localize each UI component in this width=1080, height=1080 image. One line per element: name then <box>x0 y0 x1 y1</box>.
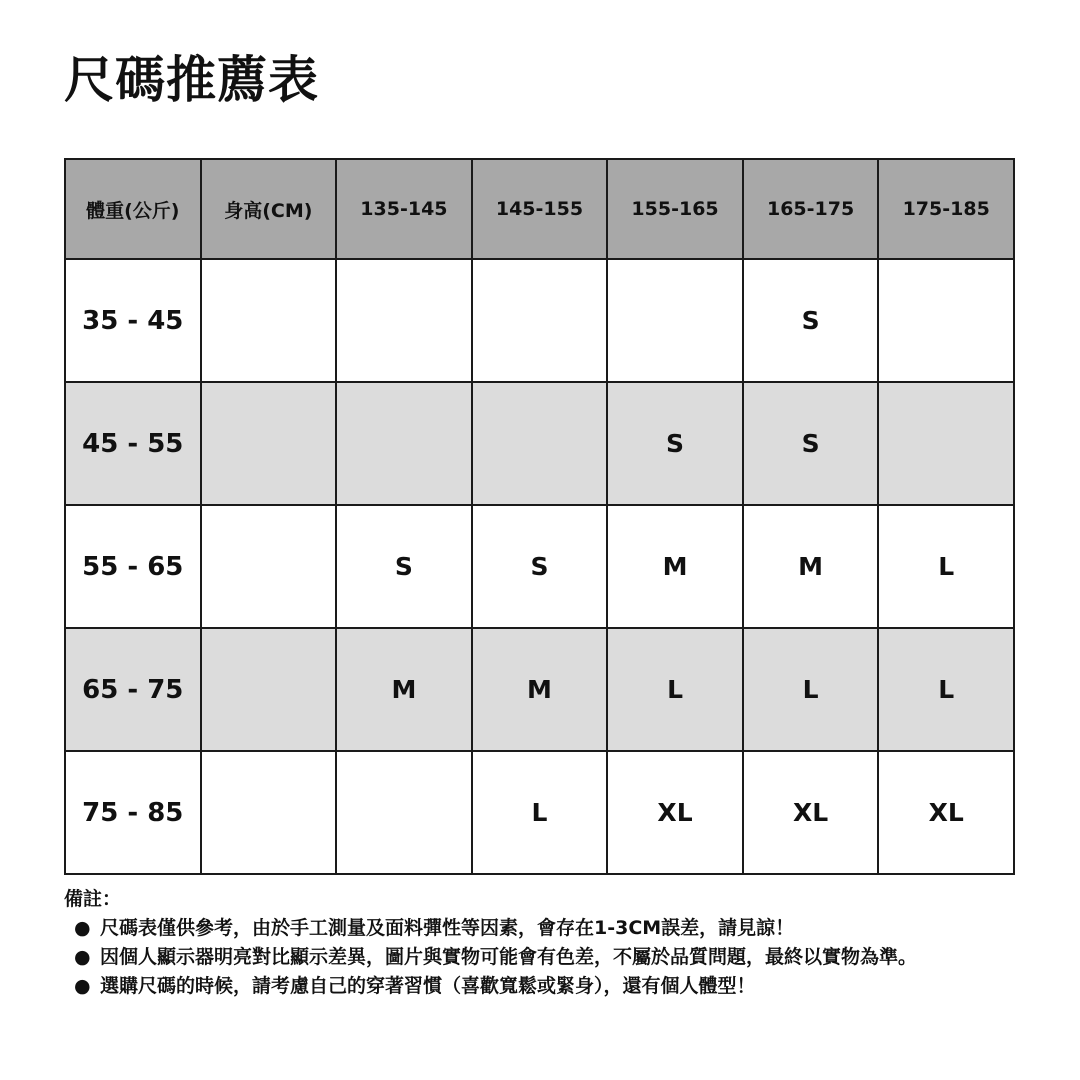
height-range-header: 145-155 <box>472 159 608 259</box>
size-cell: S <box>336 505 472 628</box>
size-cell: S <box>743 259 879 382</box>
spacer-cell <box>201 259 337 382</box>
size-cell <box>472 382 608 505</box>
size-cell <box>878 382 1014 505</box>
size-cell: S <box>743 382 879 505</box>
note-item <box>64 915 1024 942</box>
page-title: 尺碼推薦表 <box>64 51 319 109</box>
size-cell: XL <box>607 751 743 874</box>
notes-list <box>64 915 1024 1000</box>
size-cell <box>336 259 472 382</box>
size-cell: XL <box>743 751 879 874</box>
size-cell: XL <box>878 751 1014 874</box>
bullet-icon: ● <box>74 975 91 997</box>
table-row <box>65 751 1014 874</box>
table-row <box>65 259 1014 382</box>
weight-range-cell: 75 - 85 <box>65 751 201 874</box>
size-cell: M <box>336 628 472 751</box>
size-chart-table <box>64 158 1015 875</box>
height-range-header: 135-145 <box>336 159 472 259</box>
size-cell: L <box>472 751 608 874</box>
size-cell: M <box>472 628 608 751</box>
size-cell: L <box>878 628 1014 751</box>
table-row <box>65 505 1014 628</box>
weight-column-header: 體重(公斤) <box>65 159 201 259</box>
bullet-icon: ● <box>74 946 91 968</box>
weight-range-cell: 35 - 45 <box>65 259 201 382</box>
spacer-cell <box>201 505 337 628</box>
notes-section <box>64 886 1024 1002</box>
size-cell: S <box>607 382 743 505</box>
height-label-header: 身高(CM) <box>201 159 337 259</box>
weight-range-cell: 45 - 55 <box>65 382 201 505</box>
height-range-header: 155-165 <box>607 159 743 259</box>
size-cell: L <box>743 628 879 751</box>
note-item <box>64 944 1024 971</box>
size-cell <box>607 259 743 382</box>
note-item <box>64 973 1024 1000</box>
bullet-icon: ● <box>74 917 91 939</box>
weight-range-cell: 55 - 65 <box>65 505 201 628</box>
height-range-header: 175-185 <box>878 159 1014 259</box>
size-cell: L <box>878 505 1014 628</box>
table-header-row <box>65 159 1014 259</box>
size-cell: M <box>743 505 879 628</box>
size-cell <box>878 259 1014 382</box>
size-cell <box>336 751 472 874</box>
height-range-header: 165-175 <box>743 159 879 259</box>
size-cell: M <box>607 505 743 628</box>
note-text: 尺碼表僅供參考，由於手工測量及面料彈性等因素，會存在1-3CM誤差，請見諒！ <box>100 917 795 939</box>
notes-heading: 備註： <box>64 888 122 910</box>
size-cell: S <box>472 505 608 628</box>
note-text: 因個人顯示器明亮對比顯示差異，圖片與實物可能會有色差，不屬於品質問題，最終以實物為準。 <box>100 946 918 968</box>
weight-range-cell: 65 - 75 <box>65 628 201 751</box>
size-cell <box>336 382 472 505</box>
size-cell: L <box>607 628 743 751</box>
note-text: 選購尺碼的時候，請考慮自己的穿著習慣（喜歡寬鬆或緊身），還有個人體型！ <box>100 975 756 997</box>
table-row <box>65 382 1014 505</box>
spacer-cell <box>201 628 337 751</box>
table-row <box>65 628 1014 751</box>
spacer-cell <box>201 751 337 874</box>
size-cell <box>472 259 608 382</box>
spacer-cell <box>201 382 337 505</box>
